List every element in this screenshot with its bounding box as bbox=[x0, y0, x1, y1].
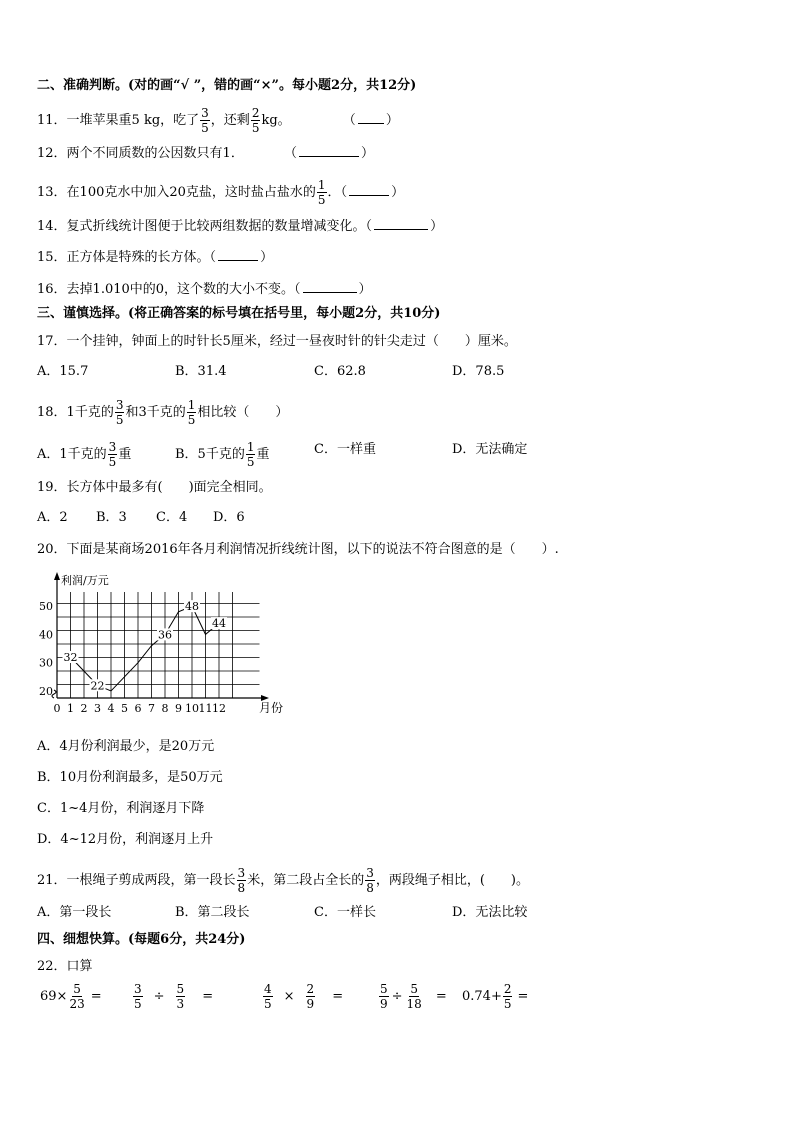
data-label: 44 bbox=[212, 617, 226, 631]
y-tick-label: 30 bbox=[39, 656, 53, 670]
profit-series-line bbox=[71, 606, 220, 691]
option-b[interactable]: B．5千克的 $\frac{1}{5}$ 重 bbox=[175, 440, 270, 469]
calc-expression-4: $\frac{5}{9}$ ÷ $\frac{5}{18}$ = bbox=[380, 982, 447, 1011]
answer-paren[interactable]: （ ） bbox=[342, 113, 399, 128]
option-c[interactable]: C．一样长 bbox=[314, 905, 376, 920]
data-label: 22 bbox=[90, 679, 105, 693]
option-d[interactable]: D．无法确定 bbox=[452, 442, 528, 457]
x-tick-label: 8 bbox=[161, 702, 169, 715]
x-tick-label: 1 bbox=[67, 702, 74, 715]
question-14: 14．复式折线统计图便于比较两组数据的数量增减变化。（ ） bbox=[37, 219, 444, 234]
answer-paren[interactable]: （ ） bbox=[340, 185, 405, 200]
question-22-title: 22．口算 bbox=[37, 959, 93, 974]
fraction: $\frac{4}{5}$ bbox=[264, 982, 272, 1011]
calc-expression-3: $\frac{4}{5}$ × $\frac{2}{9}$ = bbox=[264, 982, 344, 1011]
question-21: 21．一根绳子剪成两段，第一段长 $\frac{3}{8}$ 米，第二段占全长的 $\frac{3}{8}$ ，两段绳子相比，( )。 bbox=[37, 866, 529, 895]
fraction: $\frac{3}{5}$ bbox=[134, 982, 142, 1011]
question-17: 17．一个挂钟，钟面上的时针长5厘米，经过一昼夜时针的针尖走过（ ）厘米。 bbox=[37, 334, 517, 349]
data-label: 32 bbox=[63, 651, 78, 665]
fraction: $\frac{5}{18}$ bbox=[406, 982, 422, 1011]
fraction: $\frac{2}{5}$ bbox=[503, 982, 512, 1011]
profit-line-chart bbox=[30, 570, 300, 730]
option-a[interactable]: A．1千克的 $\frac{3}{5}$ 重 bbox=[37, 440, 132, 469]
section-4-heading: 四、细想快算。(每题6分，共24分) bbox=[37, 932, 246, 947]
question-11: 11．一堆苹果重5 kg，吃了 $\frac{3}{5}$ ，还剩 $\frac{2}{5}$ kg。 （ ） bbox=[37, 106, 399, 135]
x-tick-label: 4 bbox=[107, 702, 115, 715]
x-tick-label: 3 bbox=[94, 702, 101, 715]
fraction: $\frac{3}{5}$ bbox=[115, 398, 124, 427]
x-tick-label: 7 bbox=[148, 702, 155, 715]
option-d[interactable]: D．无法比较 bbox=[452, 905, 528, 920]
question-19: 19．长方体中最多有( )面完全相同。 bbox=[37, 480, 272, 495]
fraction: $\frac{1}{5}$ bbox=[187, 398, 196, 427]
question-18: 18．1千克的 $\frac{3}{5}$ 和3千克的 $\frac{1}{5}$ 相比较（ ） bbox=[37, 398, 289, 427]
fraction: $\frac{1}{5}$ bbox=[317, 178, 326, 207]
data-label: 36 bbox=[158, 628, 172, 642]
option-c[interactable]: C．一样重 bbox=[314, 442, 376, 457]
answer-paren[interactable]: （ ） bbox=[283, 146, 374, 161]
y-tick-label: 20 bbox=[39, 684, 53, 698]
y-axis-label: 利润/万元 bbox=[61, 574, 109, 587]
fraction: $\frac{3}{5}$ bbox=[201, 106, 209, 135]
calc-expression-2: $\frac{3}{5}$ ÷ $\frac{5}{3}$ = bbox=[134, 982, 214, 1011]
option-c[interactable]: C．4 bbox=[156, 510, 188, 525]
question-20: 20．下面是某商场2016年各月利润情况折线统计图，以下的说法不符合图意的是（ ）. bbox=[37, 542, 559, 557]
x-tick-label: 12 bbox=[212, 702, 226, 715]
answer-paren[interactable]: （ ） bbox=[365, 219, 444, 234]
option-c[interactable]: C．62.8 bbox=[314, 364, 366, 379]
x-tick-label: 9 bbox=[175, 702, 182, 715]
fraction: $\frac{1}{5}$ bbox=[246, 440, 255, 469]
option-d[interactable]: D．4~12月份，利润逐月上升 bbox=[37, 832, 214, 847]
x-tick-label: 10 bbox=[185, 702, 199, 715]
x-tick-label: 0 bbox=[53, 702, 61, 715]
option-a[interactable]: A．4月份利润最少，是20万元 bbox=[37, 739, 215, 754]
calc-expression-1: 69× $\frac{5}{23}$ = bbox=[40, 982, 102, 1011]
option-c[interactable]: C．1~4月份，利润逐月下降 bbox=[37, 801, 205, 816]
x-tick-label: 6 bbox=[134, 702, 142, 715]
fraction: $\frac{3}{8}$ bbox=[366, 866, 374, 895]
y-axis-arrow bbox=[54, 572, 60, 580]
x-tick-label: 5 bbox=[121, 702, 128, 715]
option-b[interactable]: B．第二段长 bbox=[175, 905, 250, 920]
option-a[interactable]: A．第一段长 bbox=[37, 905, 112, 920]
answer-paren[interactable]: （ ） bbox=[294, 282, 372, 297]
option-a[interactable]: A．15.7 bbox=[37, 364, 89, 379]
x-axis-label: 月份 bbox=[259, 701, 284, 715]
option-d[interactable]: D．78.5 bbox=[452, 364, 505, 379]
answer-paren[interactable]: （ ） bbox=[209, 250, 274, 265]
calc-expression-5: 0.74+ $\frac{2}{5}$ = bbox=[462, 982, 529, 1011]
question-15: 15．正方体是特殊的长方体。（ ） bbox=[37, 250, 274, 265]
option-b[interactable]: B．31.4 bbox=[175, 364, 227, 379]
option-d[interactable]: D．6 bbox=[213, 510, 245, 525]
x-tick-label: 11 bbox=[198, 702, 213, 715]
data-label: 48 bbox=[185, 600, 199, 614]
section-3-heading: 三、谨慎选择。(将正确答案的标号填在括号里，每小题2分，共10分) bbox=[37, 306, 441, 321]
question-13: 13．在100克水中加入20克盐，这时盐占盐水的 $\frac{1}{5}$ ．（ ） bbox=[37, 178, 405, 207]
fraction: $\frac{5}{3}$ bbox=[176, 982, 185, 1011]
section-2-heading: 二、准确判断。(对的画“√ ”，错的画“×”。每小题2分，共12分) bbox=[37, 78, 417, 93]
y-tick-label: 40 bbox=[39, 628, 53, 642]
y-tick-label: 50 bbox=[39, 600, 53, 614]
fraction: $\frac{2}{9}$ bbox=[306, 982, 315, 1011]
fraction: $\frac{3}{8}$ bbox=[237, 866, 246, 895]
fraction: $\frac{5}{23}$ bbox=[69, 982, 85, 1011]
x-tick-label: 2 bbox=[80, 702, 88, 715]
fraction: $\frac{2}{5}$ bbox=[251, 106, 260, 135]
fraction: $\frac{3}{5}$ bbox=[108, 440, 117, 469]
fraction: $\frac{5}{9}$ bbox=[380, 982, 388, 1011]
option-b[interactable]: B．10月份利润最多，是50万元 bbox=[37, 770, 223, 785]
question-16: 16．去掉1.010中的0，这个数的大小不变。（ ） bbox=[37, 282, 372, 297]
question-12: 12．两个不同质数的公因数只有1． （ ） bbox=[37, 146, 374, 161]
option-a[interactable]: A．2 bbox=[37, 510, 68, 525]
option-b[interactable]: B．3 bbox=[96, 510, 127, 525]
